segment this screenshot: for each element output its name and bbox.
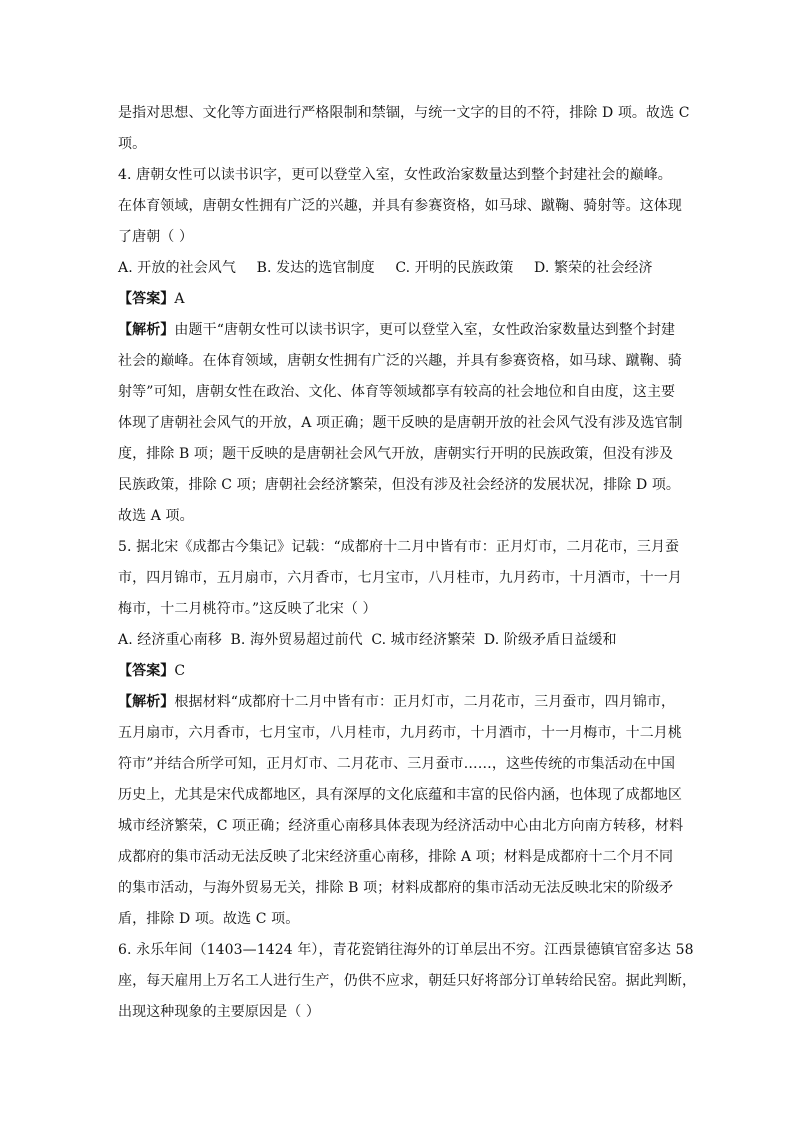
analysis-line: 城市经济繁荣，C 项正确；经济重心南移具体表现为经济活动中心由北方向南方转移，材料 bbox=[118, 818, 684, 834]
question-stem-line: 梅市，十二月桃符市。”这反映了北宋（ ） bbox=[118, 601, 377, 617]
analysis-line: 成都府的集市活动无法反映了北宋经济重心南移，排除 A 项；材料是成都府十二个月不同 bbox=[118, 849, 674, 865]
text-line: 是指对思想、文化等方面进行严格限制和禁锢，与统一文字的目的不符，排除 D 项。故选 C bbox=[118, 105, 690, 121]
question-stem-line: 出现这种现象的主要原因是（ ） bbox=[118, 1004, 320, 1020]
question-stem-line: 市，四月锦市，五月扇市，六月香市，七月宝市，八月桂市，九月药市，十月酒市，十一月 bbox=[118, 570, 682, 586]
option-b: B. 发达的选官制度 bbox=[256, 260, 375, 276]
option-d: D. 繁荣的社会经济 bbox=[534, 260, 653, 276]
question-options bbox=[118, 253, 678, 284]
text-line: 项。 bbox=[118, 136, 147, 152]
analysis-line: 度，排除 B 项；题干反映的是唐朝社会风气开放，唐朝实行开明的民族政策，但没有涉及 bbox=[118, 446, 674, 462]
question-stem-line: 6. 永乐年间（1403—1424 年），青花瓷销往海外的订单层出不穷。江西景德镇官窑多达 58 bbox=[118, 942, 694, 958]
question-5 bbox=[118, 532, 684, 935]
question-stem-line: 5. 据北宋《成都古今集记》记载：“成都府十二月中皆有市：正月灯市，二月花市，三月蚕 bbox=[118, 539, 680, 555]
analysis-line: 社会的巅峰。在体育领域，唐朝女性拥有广泛的兴趣，并具有参赛资格，如马球、蹴鞠、骑 bbox=[118, 353, 682, 369]
option-c: C. 城市经济繁荣 bbox=[371, 632, 476, 648]
option-a: A. 开放的社会风气 bbox=[118, 260, 237, 276]
option-a: A. 经济重心南移 bbox=[118, 632, 222, 648]
answer-line bbox=[118, 284, 678, 315]
analysis-tag: 【解析】 bbox=[118, 694, 175, 710]
document-body bbox=[118, 98, 697, 1028]
analysis-text: 根据材料“成都府十二月中皆有市：正月灯市，二月花市，三月蚕市，四月锦市， bbox=[174, 694, 676, 710]
answer-value: C bbox=[174, 663, 186, 679]
analysis-line: 盾，排除 D 项。故选 C 项。 bbox=[118, 911, 300, 927]
analysis-line: 民族政策，排除 C 项；唐朝社会经济繁荣，但没有涉及社会经济的发展状况，排除 D 项。 bbox=[118, 477, 681, 493]
answer-line bbox=[118, 656, 678, 687]
analysis-text: 由题干“唐朝女性可以读书识字，更可以登堂入室，女性政治家数量达到整个封建 bbox=[174, 322, 676, 338]
option-c: C. 开明的民族政策 bbox=[395, 260, 514, 276]
question-6 bbox=[118, 935, 697, 1028]
question-4 bbox=[118, 160, 683, 532]
analysis-line bbox=[118, 315, 678, 346]
analysis-line: 的集市活动，与海外贸易无关，排除 B 项；材料成都府的集市活动无法反映北宋的阶级矛 bbox=[118, 880, 674, 896]
analysis-line bbox=[118, 687, 678, 718]
question-options bbox=[118, 625, 678, 656]
option-b: B. 海外贸易超过前代 bbox=[230, 632, 363, 648]
analysis-line: 符市”并结合所学可知，正月灯市、二月花市、三月蚕市……，这些传统的市集活动在中国 bbox=[118, 756, 676, 772]
answer-tag: 【答案】 bbox=[118, 663, 175, 679]
analysis-tag: 【解析】 bbox=[118, 322, 175, 338]
analysis-line: 历史上，尤其是宋代成都地区，具有深厚的文化底蕴和丰富的民俗内涵，也体现了成都地区 bbox=[118, 787, 682, 803]
analysis-line: 体现了唐朝社会风气的开放，A 项正确；题干反映的是唐朝开放的社会风气没有涉及选官制 bbox=[118, 415, 683, 431]
question-stem-line: 4. 唐朝女性可以读书识字，更可以登堂入室，女性政治家数量达到整个封建社会的巅峰。 bbox=[118, 167, 672, 183]
analysis-line: 故选 A 项。 bbox=[118, 508, 194, 524]
option-d: D. 阶级矛盾日益缓和 bbox=[483, 632, 617, 648]
question-stem-line: 了唐朝（ ） bbox=[118, 229, 194, 245]
question-stem-line: 座，每天雇用上万名工人进行生产，仍供不应求，朝廷只好将部分订单转给民窑。据此判断， bbox=[118, 973, 697, 989]
question-stem-line: 在体育领域，唐朝女性拥有广泛的兴趣，并具有参赛资格，如马球、蹴鞠、骑射等。这体现 bbox=[118, 198, 682, 214]
answer-tag: 【答案】 bbox=[118, 291, 175, 307]
analysis-line: 五月扇市，六月香市，七月宝市，八月桂市，九月药市，十月酒市，十一月梅市，十二月桃 bbox=[118, 725, 682, 741]
answer-value: A bbox=[174, 291, 185, 307]
analysis-line: 射等”可知，唐朝女性在政治、文化、体育等领域都享有较高的社会地位和自由度，这主要 bbox=[118, 384, 676, 400]
